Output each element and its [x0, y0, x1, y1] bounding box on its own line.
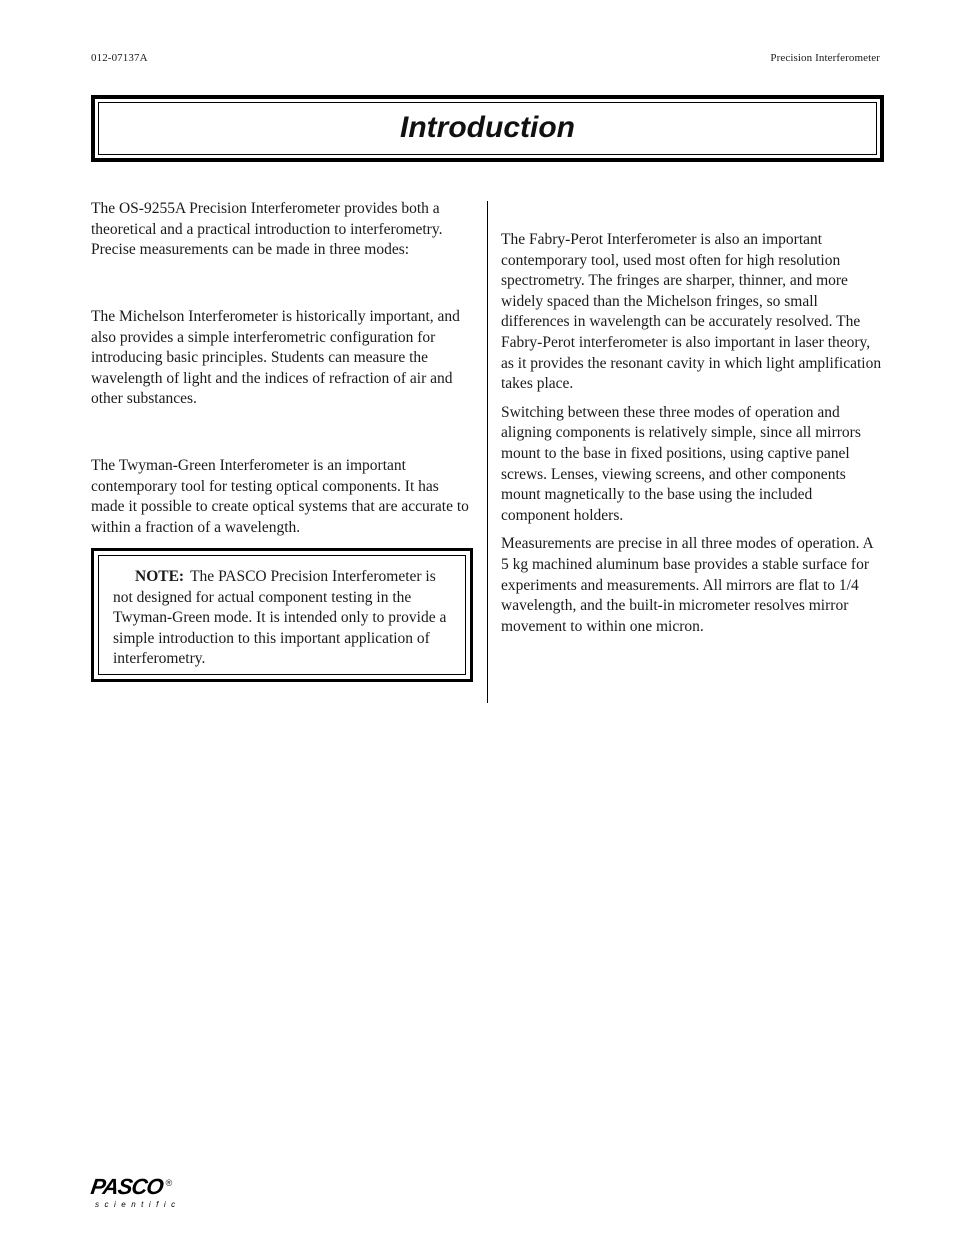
page-title: Introduction — [400, 110, 575, 144]
measurements-paragraph: Measurements are precise in all three modes of operation. A 5 kg machined aluminum base provides a stable surface for experiments and measurements. All mirrors are flat to 1/4 wavelength, and the built-in micrometer resolves mirror movement to within one micron. — [501, 535, 873, 635]
note-label: NOTE: — [135, 568, 185, 585]
right-column — [501, 230, 884, 637]
logo-subtext: scientific — [95, 1200, 181, 1209]
note-box — [91, 548, 473, 682]
twyman-green-paragraph: The Twyman-Green Interferometer is an important contemporary tool for testing optical components. It has made it possible to create optical systems that are accurate to within a fraction of a wavelength. — [91, 456, 469, 536]
switching-paragraph: Switching between these three modes of operation and aligning components is relatively simple, since all mirrors mount to the base in fixed positions, using captive panel screws. Lenses, viewing screens, and other components mount magnetically to the base using the included component holders. — [501, 403, 861, 524]
note-text: The PASCO Precision Interferometer is not designed for actual component testing in the Twyman-Green mode. It is intended only to provide a simple introduction to this important application of interferometry. — [113, 568, 447, 668]
michelson-paragraph: The Michelson Interferometer is historically important, and also provides a simple interferometric configuration for introducing basic principles. Students can measure the wavelength of light and the indices of refraction of air and other substances. — [91, 308, 460, 408]
fabry-perot-paragraph: The Fabry-Perot Interferometer is also an important contemporary tool, used most often for high resolution spectrometry. The fringes are sharper, thinner, and more widely spaced than the Michelson fringes, so small differences in wavelength can be accurately resolved. The Fabry-Perot interferometer is also important in laser theory, as it provides the resonant cavity in which light amplification takes place. — [501, 231, 882, 393]
registered-mark: ® — [165, 1178, 173, 1188]
left-column — [91, 199, 473, 538]
column-divider — [487, 201, 488, 703]
logo-wordmark: PASCO — [89, 1174, 165, 1199]
intro-paragraph: The OS-9255A Precision Interferometer provides both a theoretical and a practical introduction to interferometry. Precise measurements can be made in three modes: — [91, 200, 443, 259]
doc-title: Precision Interferometer — [770, 52, 880, 64]
pasco-logo — [91, 1176, 181, 1209]
doc-number: 012-07137A — [91, 52, 148, 64]
title-banner — [91, 95, 884, 162]
